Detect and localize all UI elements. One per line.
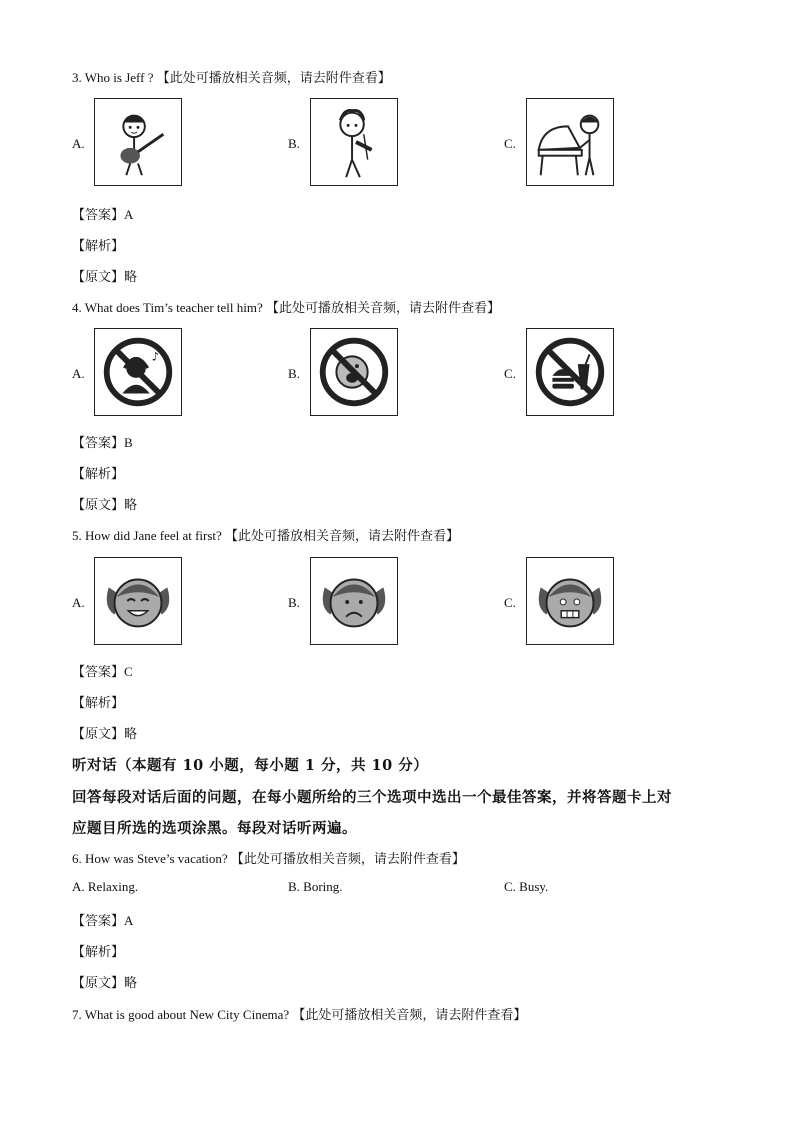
- section-instruction: 应题目所选的选项涂黑。每段对话听两遍。: [72, 820, 357, 837]
- option-label: C.: [504, 366, 516, 381]
- option-label: B.: [288, 136, 300, 151]
- option-a[interactable]: A. Relaxing.: [72, 879, 139, 894]
- answer-label: 【答案】B: [72, 435, 133, 450]
- option-label: B.: [288, 595, 300, 610]
- analysis-label: 【解析】: [72, 944, 125, 959]
- option-label: A.: [72, 595, 85, 610]
- question-6-stem: 6. How was Steve’s vacation? 【此处可播放相关音频，请去附件查看】: [72, 851, 465, 866]
- option-b[interactable]: B. Boring.: [288, 879, 343, 894]
- answer-label: 【答案】A: [72, 207, 134, 222]
- boy-playing-violin-icon: [310, 98, 398, 186]
- question-4-options: [72, 328, 772, 420]
- girl-playing-piano-icon: [526, 98, 614, 186]
- question-6-options: [72, 879, 772, 897]
- transcript-label: 【原文】略: [72, 497, 138, 512]
- option-label: B.: [288, 366, 300, 381]
- question-3-options: [72, 98, 772, 190]
- question-3-stem: 3. Who is Jeff ? 【此处可播放相关音频，请去附件查看】: [72, 70, 391, 85]
- boy-playing-guitar-icon: [94, 98, 182, 186]
- analysis-label: 【解析】: [72, 466, 125, 481]
- question-5-options: [72, 557, 772, 649]
- option-label: A.: [72, 136, 85, 151]
- transcript-label: 【原文】略: [72, 726, 138, 741]
- sad-girl-face-icon: [310, 557, 398, 645]
- section-instruction: 回答每段对话后面的问题，在每小题所给的三个选项中选出一个最佳答案，并将答题卡上对: [72, 789, 672, 806]
- nervous-girl-face-icon: [526, 557, 614, 645]
- transcript-label: 【原文】略: [72, 269, 138, 284]
- option-label: C.: [504, 595, 516, 610]
- happy-girl-face-icon: [94, 557, 182, 645]
- analysis-label: 【解析】: [72, 695, 125, 710]
- svg-text:♪: ♪: [151, 349, 160, 364]
- answer-label: 【答案】A: [72, 913, 134, 928]
- analysis-label: 【解析】: [72, 238, 125, 253]
- option-label: C.: [504, 136, 516, 151]
- question-5-stem: 5. How did Jane feel at first? 【此处可播放相关音频，请去附件查看】: [72, 528, 460, 543]
- question-7-stem: 7. What is good about New City Cinema? 【此处可播放相关音频，请去附件查看】: [72, 1007, 527, 1022]
- option-label: A.: [72, 366, 85, 381]
- section-title: 听对话（本题有 10 小题，每小题 1 分，共 10 分）: [72, 757, 429, 774]
- no-headphones-music-icon: [94, 328, 182, 416]
- no-food-drink-icon: [526, 328, 614, 416]
- transcript-label: 【原文】略: [72, 975, 138, 990]
- answer-label: 【答案】C: [72, 664, 133, 679]
- question-4-stem: 4. What does Tim’s teacher tell him? 【此处可播放相关音频，请去附件查看】: [72, 300, 501, 315]
- no-shouting-icon: [310, 328, 398, 416]
- option-c[interactable]: C. Busy.: [504, 879, 549, 894]
